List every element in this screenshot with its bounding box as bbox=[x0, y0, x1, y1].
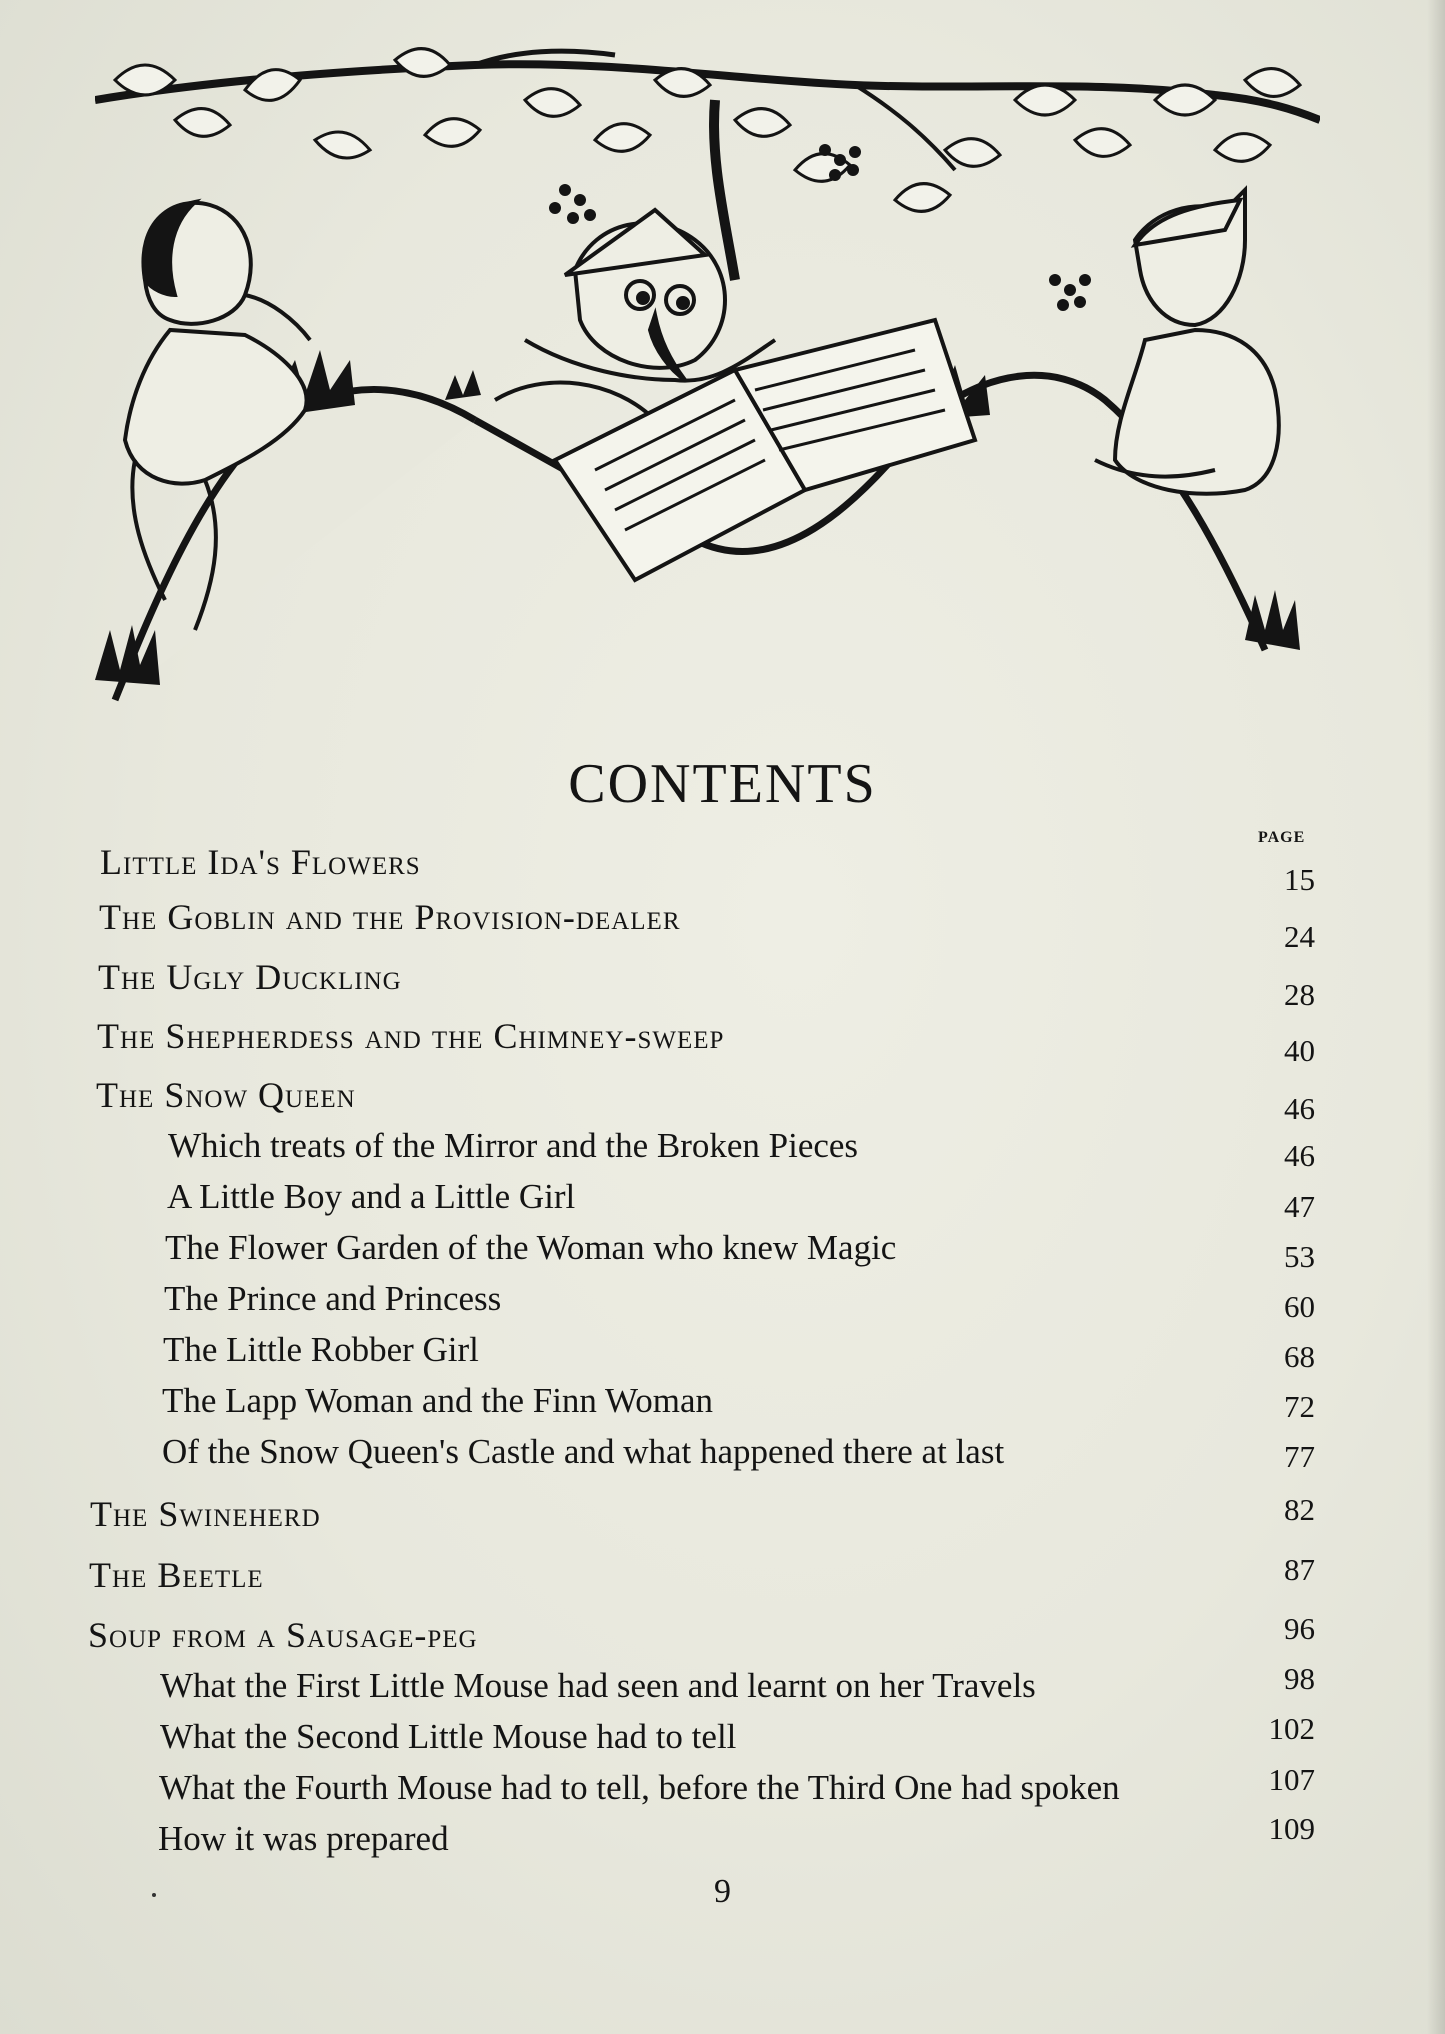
toc-entry-title: The Shepherdess and the Chimney-sweep bbox=[97, 1016, 725, 1056]
toc-entry bbox=[0, 1552, 1445, 1605]
toc-entry-title: The Ugly Duckling bbox=[98, 957, 402, 997]
toc-entry-page: 24 bbox=[1284, 919, 1315, 954]
toc-entry-page: 96 bbox=[1284, 1611, 1315, 1646]
toc-entry-title: A Little Boy and a Little Girl bbox=[167, 1177, 576, 1216]
toc-entry-page: 102 bbox=[1268, 1711, 1315, 1746]
toc-entry bbox=[0, 1075, 1445, 1125]
toc-entry bbox=[0, 897, 1445, 954]
toc-entry bbox=[0, 1126, 1445, 1176]
toc-entry bbox=[0, 1016, 1445, 1066]
toc-entry bbox=[0, 1330, 1445, 1380]
toc-entry-title: The Flower Garden of the Woman who knew Magic bbox=[165, 1228, 897, 1267]
toc-entry-page: 40 bbox=[1284, 1033, 1315, 1068]
toc-entry-page: 46 bbox=[1284, 1138, 1315, 1173]
toc-entry-page: 46 bbox=[1284, 1091, 1315, 1126]
toc-entry-title: What the First Little Mouse had seen and learnt on her Travels bbox=[160, 1666, 1036, 1705]
toc-entry-page: 47 bbox=[1284, 1189, 1315, 1224]
page-number: 9 bbox=[714, 1873, 731, 1910]
toc-entry bbox=[0, 1381, 1445, 1431]
toc-entry bbox=[0, 1228, 1445, 1278]
contents-title: CONTENTS bbox=[568, 753, 877, 815]
toc-entry-page: 82 bbox=[1284, 1492, 1315, 1527]
toc-entry-title: How it was prepared bbox=[158, 1819, 449, 1858]
toc-entry-title: The Prince and Princess bbox=[164, 1279, 502, 1318]
toc-entry-title: Of the Snow Queen's Castle and what happened there at last bbox=[162, 1432, 1005, 1471]
toc-entry bbox=[0, 1611, 1445, 1665]
toc-entry-page: 53 bbox=[1284, 1239, 1315, 1274]
toc-entry bbox=[0, 1494, 1445, 1544]
toc-entry-title: What the Fourth Mouse had to tell, before the Third One had spoken bbox=[159, 1768, 1120, 1807]
toc-entry-title: The Little Robber Girl bbox=[163, 1330, 479, 1369]
toc-entry-title: The Beetle bbox=[89, 1555, 264, 1595]
toc-entry-page: 107 bbox=[1268, 1762, 1315, 1797]
toc-entry-title: The Lapp Woman and the Finn Woman bbox=[162, 1381, 714, 1420]
toc-entry bbox=[0, 957, 1445, 1012]
toc-entry-page: 77 bbox=[1284, 1439, 1315, 1474]
toc-entry bbox=[0, 1177, 1445, 1227]
toc-entry-page: 28 bbox=[1284, 977, 1315, 1012]
reading-goblin-illustration bbox=[95, 40, 1320, 720]
toc-entry bbox=[0, 1432, 1445, 1482]
toc-entry-page: 87 bbox=[1284, 1552, 1315, 1587]
toc-entry-title: What the Second Little Mouse had to tell bbox=[160, 1717, 737, 1756]
page-column-label: PAGE bbox=[1258, 829, 1306, 846]
toc-entry-page: 109 bbox=[1268, 1811, 1315, 1846]
toc-entry-title: The Swineherd bbox=[90, 1494, 321, 1534]
toc-entry bbox=[0, 1811, 1445, 1869]
toc-entry-title: The Snow Queen bbox=[96, 1075, 356, 1115]
toc-entry-page: 98 bbox=[1284, 1661, 1315, 1696]
toc-entry-title: Soup from a Sausage-peg bbox=[88, 1615, 478, 1655]
toc-entry-page: 72 bbox=[1284, 1389, 1315, 1424]
toc-entry bbox=[0, 842, 1445, 897]
toc-entry-page: 60 bbox=[1284, 1289, 1315, 1324]
toc-entry-title: The Goblin and the Provision-dealer bbox=[99, 897, 681, 937]
toc-entry-title: Little Ida's Flowers bbox=[100, 842, 421, 882]
toc-entry bbox=[0, 1279, 1445, 1329]
toc-entry-page: 15 bbox=[1284, 862, 1315, 897]
toc-entry-page: 68 bbox=[1284, 1339, 1315, 1374]
toc-entry-title: Which treats of the Mirror and the Broken Pieces bbox=[168, 1126, 859, 1165]
